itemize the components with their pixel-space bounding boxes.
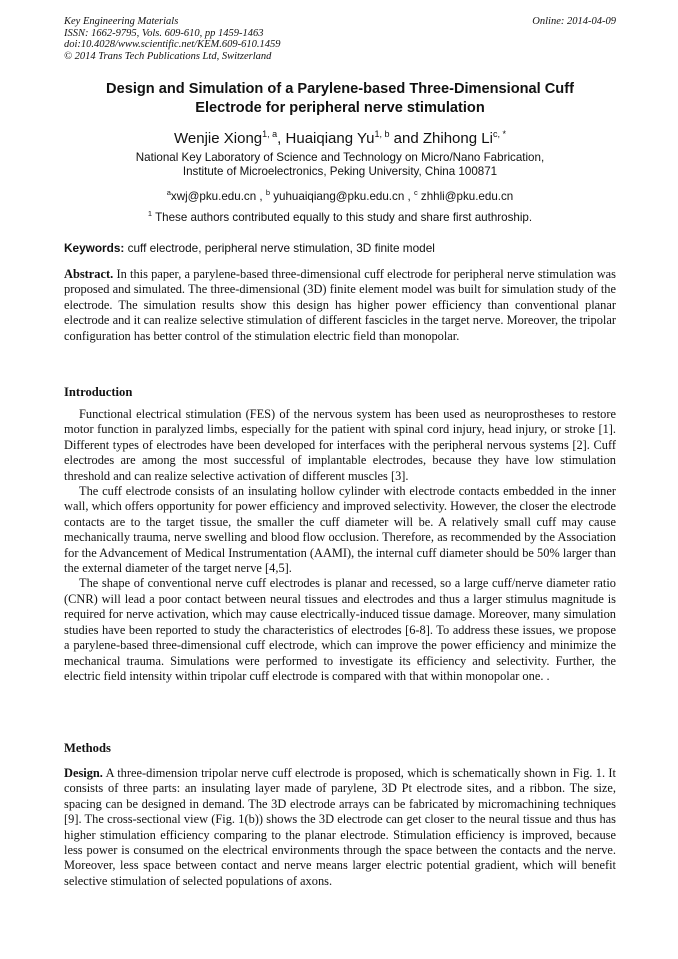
introduction-heading: Introduction: [64, 385, 133, 399]
online-date: Online: 2014-04-09: [532, 16, 616, 27]
design-label: Design.: [64, 766, 103, 780]
affiliation: [64, 151, 616, 179]
note-mark: 1: [147, 209, 153, 218]
title-line-2: Electrode for peripheral nerve stimulation: [195, 100, 485, 116]
doi-line: doi:10.4028/www.scientific.net/KEM.609-610.1459: [64, 39, 281, 51]
abstract-label: Abstract.: [64, 267, 114, 281]
abstract: [64, 267, 616, 344]
paragraph: The cuff electrode consists of an insulating hollow cylinder with electrode contacts embedded in the inner wall, which offers opportunity for power efficiency and improved selectivity. However, the closer the electrode contacts are to the target tissue, the smaller the cuff diameter will be. A relatively small cuff may cause mechanically trauma, nerve swelling and blood flow occlusion. Therefore, as recommended by the Association for the Advancement of Medical Instrumentation (AAMI), the internal cuff diameter should be 50% larger than the external diameter of the target nerve [4,5].: [64, 484, 616, 576]
paragraph: The shape of conventional nerve cuff electrodes is planar and recessed, so a large cuff/nerve diameter ratio (CNR) will lead a poor contact between neural tissues and electrodes and thus a larger stimulus magnitude is required for nerve activation, which may cause electrically-induced tissue damage. Moreover, many simulation studies have been reported to study the characteristics of electrodes [6-8]. To address these issues, we propose a parylene-based three-dimensional cuff electrode, which can improve the power efficiency and minimize the mechanical trauma. Simulations were performed to investigate its efficiency and selectivity. Further, the electric field intensity within tripolar cuff electrode is compared with that within monopolar one. .: [64, 576, 616, 683]
issn-line: ISSN: 1662-9795, Vols. 609-610, pp 1459-1463: [64, 27, 264, 39]
note-text: These authors contributed equally to this study and share first authroship.: [152, 211, 533, 224]
methods-design-paragraph: [64, 766, 616, 889]
author-affiliation-mark: 1, b: [374, 129, 390, 139]
title-line-1: Design and Simulation of a Parylene-based Three-Dimensional Cuff: [106, 81, 574, 97]
author-name: Huaiqiang Yu: [285, 130, 375, 147]
email-mark: c: [413, 188, 418, 197]
journal-name: Key Engineering Materials: [64, 16, 179, 27]
methods-heading: Methods: [64, 741, 111, 755]
paragraph: Functional electrical stimulation (FES) of the nervous system has been used as neuroprostheses to restore motor function in paralyzed limbs, especially for the patient with spinal cord injury, head injury, or stroke [1]. Different types of electrodes have been developed for interfaces with the peripheral nervous systems [2]. Cuff electrodes are among the most successful of implantable electrodes, because they have low stimulation threshold and can realize selective activation of different muscles [3].: [64, 407, 616, 483]
journal-header: [64, 16, 616, 62]
paper-title: [64, 80, 616, 118]
abstract-text: In this paper, a parylene-based three-dimensional cuff electrode for peripheral nerve stimulation was proposed and simulated. The three-dimensional (3D) finite element model was built for simulation study of the electrode. The simulation results show this design has higher power efficiency than conventional planar electrode and it can realize selective stimulation of different fascicles in the target nerve. Moreover, the tripolar configuration has better control of the stimulation electric field than monopolar.: [64, 267, 616, 343]
email-mark: b: [265, 188, 271, 197]
affiliation-line-2: Institute of Microelectronics, Peking University, China 100871: [182, 165, 498, 178]
email-mark: a: [166, 188, 171, 197]
email-separator: ,: [404, 190, 414, 203]
keywords-label: Keywords:: [64, 241, 125, 255]
author-emails: [64, 186, 616, 204]
copyright-line: © 2014 Trans Tech Publications Ltd, Switzerland: [64, 50, 272, 62]
keywords: [64, 241, 616, 255]
author-affiliation-mark: 1, a: [262, 129, 278, 139]
email-address[interactable]: xwj@pku.edu.cn: [170, 190, 257, 203]
author-separator: ,: [277, 130, 286, 147]
equal-contribution-note: [64, 207, 616, 225]
email-address[interactable]: yuhuaiqiang@pku.edu.cn: [270, 190, 405, 203]
keywords-text: cuff electrode, peripheral nerve stimulation, 3D finite model: [124, 241, 435, 255]
email-address[interactable]: zhhli@pku.edu.cn: [417, 190, 514, 203]
email-separator: ,: [256, 190, 266, 203]
design-text: A three-dimension tripolar nerve cuff electrode is proposed, which is schematically shown in Fig. 1. It consists of three parts: an insulating layer made of parylene, 3D Pt electrode sites, and a ribbon. The size, spacing can be designed in demand. The 3D electrode arrays can be fabricated by micromachining techniques [9]. The cross-sectional view (Fig. 1(b)) shows the 3D electrode can get closer to the neural tissue and thus has higher stimulation efficiency comparing to the planar electrode. Stimulation efficiency is improved, because less power is consumed on the electrical environments through the space between the contacts and the nerve. Moreover, less space between contact and nerve means larger electric potential gradient, which will benefit selective stimulation of selected populations of axons.: [64, 766, 616, 888]
author-affiliation-mark: c, *: [492, 129, 506, 139]
affiliation-line-1: National Key Laboratory of Science and Technology on Micro/Nano Fabrication,: [135, 151, 545, 164]
author-list: [64, 125, 616, 148]
author-name: Wenjie Xiong: [174, 130, 263, 147]
introduction-section: [64, 407, 616, 684]
author-separator: and: [389, 130, 423, 147]
author-name: Zhihong Li: [422, 130, 493, 147]
